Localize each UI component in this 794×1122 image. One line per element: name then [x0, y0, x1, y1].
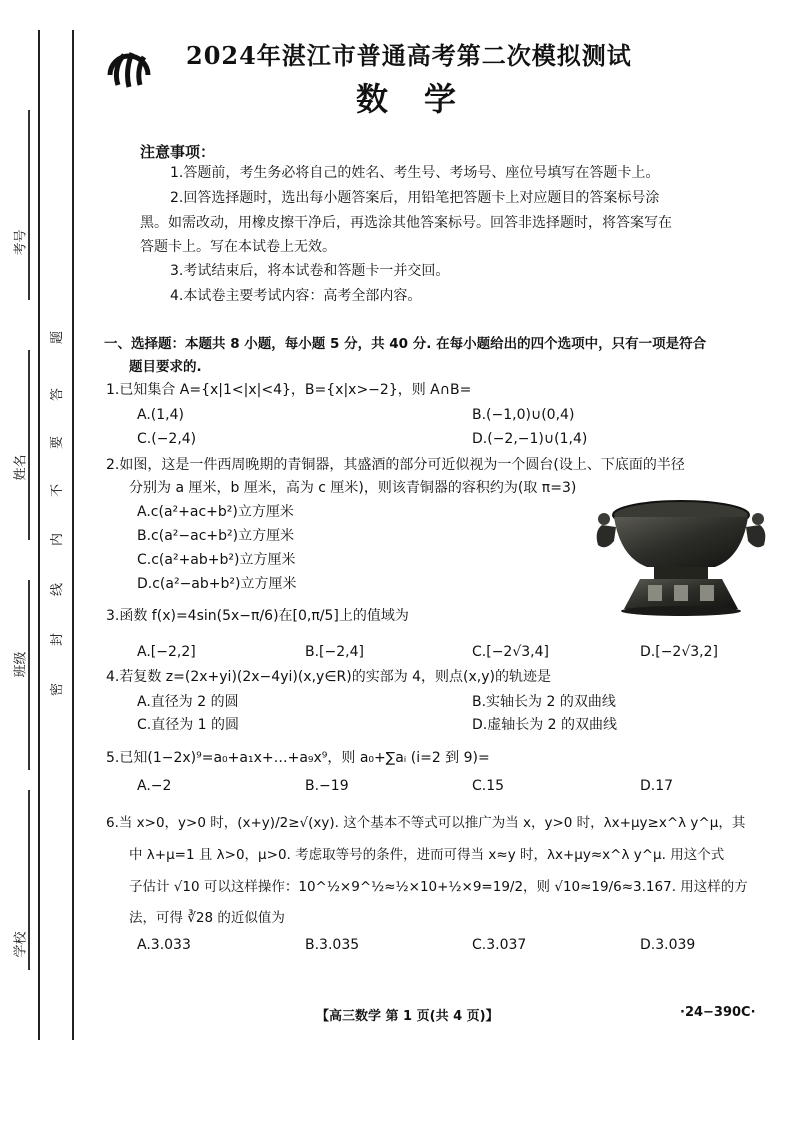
option: C.c(a²+ab+b²)立方厘米 [137, 552, 296, 568]
question-stem: 分别为 a 厘米，b 厘米，高为 c 厘米)，则该青铜器的容积约为(取 π=3) [129, 480, 577, 496]
option: B.c(a²−ac+b²)立方厘米 [137, 528, 295, 544]
option: B.(−1,0)∪(0,4) [472, 407, 575, 423]
binding-line-outer [38, 30, 40, 1040]
notice-line: 3.考试结束后，将本试卷和答题卡一并交回。 [170, 263, 450, 279]
option: C.[−2√3,4] [472, 644, 549, 660]
option: B.[−2,4] [305, 644, 364, 660]
option: B.3.035 [305, 937, 360, 953]
option: C.3.037 [472, 937, 527, 953]
option: B.实轴长为 2 的双曲线 [472, 694, 616, 710]
question-stem: 2.如图，这是一件西周晚期的青铜器，其盛酒的部分可近似视为一个圆台(设上、下底面的半径 [106, 457, 685, 473]
option: C.直径为 1 的圆 [137, 717, 240, 733]
exam-number-label: 考号 [13, 229, 29, 256]
notice-line: 黑。如需改动，用橡皮擦干净后，再选涂其他答案标号。回答非选择题时，将答案写在 [140, 215, 672, 231]
option: A.3.033 [137, 937, 191, 953]
name-label: 姓名 [13, 454, 29, 481]
seal-char: 要 [50, 435, 66, 450]
seal-char: 答 [50, 387, 66, 402]
question-stem: 1.已知集合 A={x|1<|x|<4}，B={x|x>−2}，则 A∩B= [106, 382, 472, 398]
exam-logo-icon [104, 45, 154, 95]
subject-title: 数学 [356, 80, 493, 118]
class-label: 班级 [13, 651, 29, 678]
bronze-vessel-image [592, 497, 770, 617]
question-stem: 6.当 x>0，y>0 时，(x+y)/2≥√(xy). 这个基本不等式可以推广为当 x，y>0 时，λx+μy≥x^λ y^μ，其 [106, 815, 746, 831]
notice-line: 2.回答选择题时，选出每小题答案后，用铅笔把答题卡上对应题目的答案标号涂 [170, 190, 660, 206]
option: D.(−2,−1)∪(1,4) [472, 431, 588, 447]
option: A.c(a²+ac+b²)立方厘米 [137, 504, 294, 520]
option: C.15 [472, 778, 505, 794]
seal-char: 不 [50, 483, 66, 498]
seal-char: 封 [50, 632, 66, 647]
option: D.3.039 [640, 937, 696, 953]
binding-line-inner [72, 30, 74, 1040]
question-stem: 子估计 √10 可以这样操作：10^½×9^½≈½×10+½×9=19/2，则 √10≈19/6≈3.167. 用这样的方 [129, 879, 748, 895]
paper-code: ·24−390C· [680, 1005, 756, 1020]
option: D.[−2√3,2] [640, 644, 718, 660]
seal-char: 题 [50, 330, 66, 345]
question-stem: 4.若复数 z=(2x+yi)(2x−4yi)(x,y∈R)的实部为 4，则点(x,y)的轨迹是 [106, 669, 552, 685]
seal-char: 密 [50, 682, 66, 697]
option: A.[−2,2] [137, 644, 196, 660]
option: A.−2 [137, 778, 172, 794]
option: C.(−2,4) [137, 431, 197, 447]
question-stem: 法，可得 ∛28 的近似值为 [129, 910, 285, 926]
school-label: 学校 [13, 931, 29, 958]
notice-heading: 注意事项： [140, 143, 216, 161]
page-title: 2024年湛江市普通高考第二次模拟测试 [186, 41, 632, 70]
notice-line: 答题卡上。写在本试卷上无效。 [140, 239, 336, 255]
page-footer: 【高三数学 第 1 页(共 4 页)】 [316, 1009, 499, 1024]
seal-char: 内 [50, 532, 66, 547]
question-stem: 3.函数 f(x)=4sin(5x−π/6)在[0,π/5]上的值域为 [106, 608, 409, 624]
option: B.−19 [305, 778, 349, 794]
option: D.虚轴长为 2 的双曲线 [472, 717, 618, 733]
name-line [28, 350, 30, 540]
option: D.c(a²−ab+b²)立方厘米 [137, 576, 297, 592]
question-stem: 中 λ+μ=1 且 λ>0，μ>0. 考虑取等号的条件，进而可得当 x≈y 时，λx+μy≈x^λ y^μ. 用这个式 [129, 847, 725, 863]
notice-line: 4.本试卷主要考试内容：高考全部内容。 [170, 288, 422, 304]
option: A.(1,4) [137, 407, 184, 423]
exam-number-line [28, 110, 30, 300]
seal-char: 线 [50, 582, 66, 597]
option: D.17 [640, 778, 674, 794]
option: A.直径为 2 的圆 [137, 694, 239, 710]
question-stem: 5.已知(1−2x)⁹=a₀+a₁x+…+a₉x⁹，则 a₀+∑aᵢ (i=2 到 9)= [106, 750, 490, 766]
section-heading-cont: 题目要求的. [129, 359, 202, 375]
notice-line: 1.答题前，考生务必将自己的姓名、考生号、考场号、座位号填写在答题卡上。 [170, 165, 660, 181]
section-heading: 一、选择题：本题共 8 小题，每小题 5 分，共 40 分. 在每小题给出的四个选项中，只有一项是符合 [104, 336, 707, 352]
